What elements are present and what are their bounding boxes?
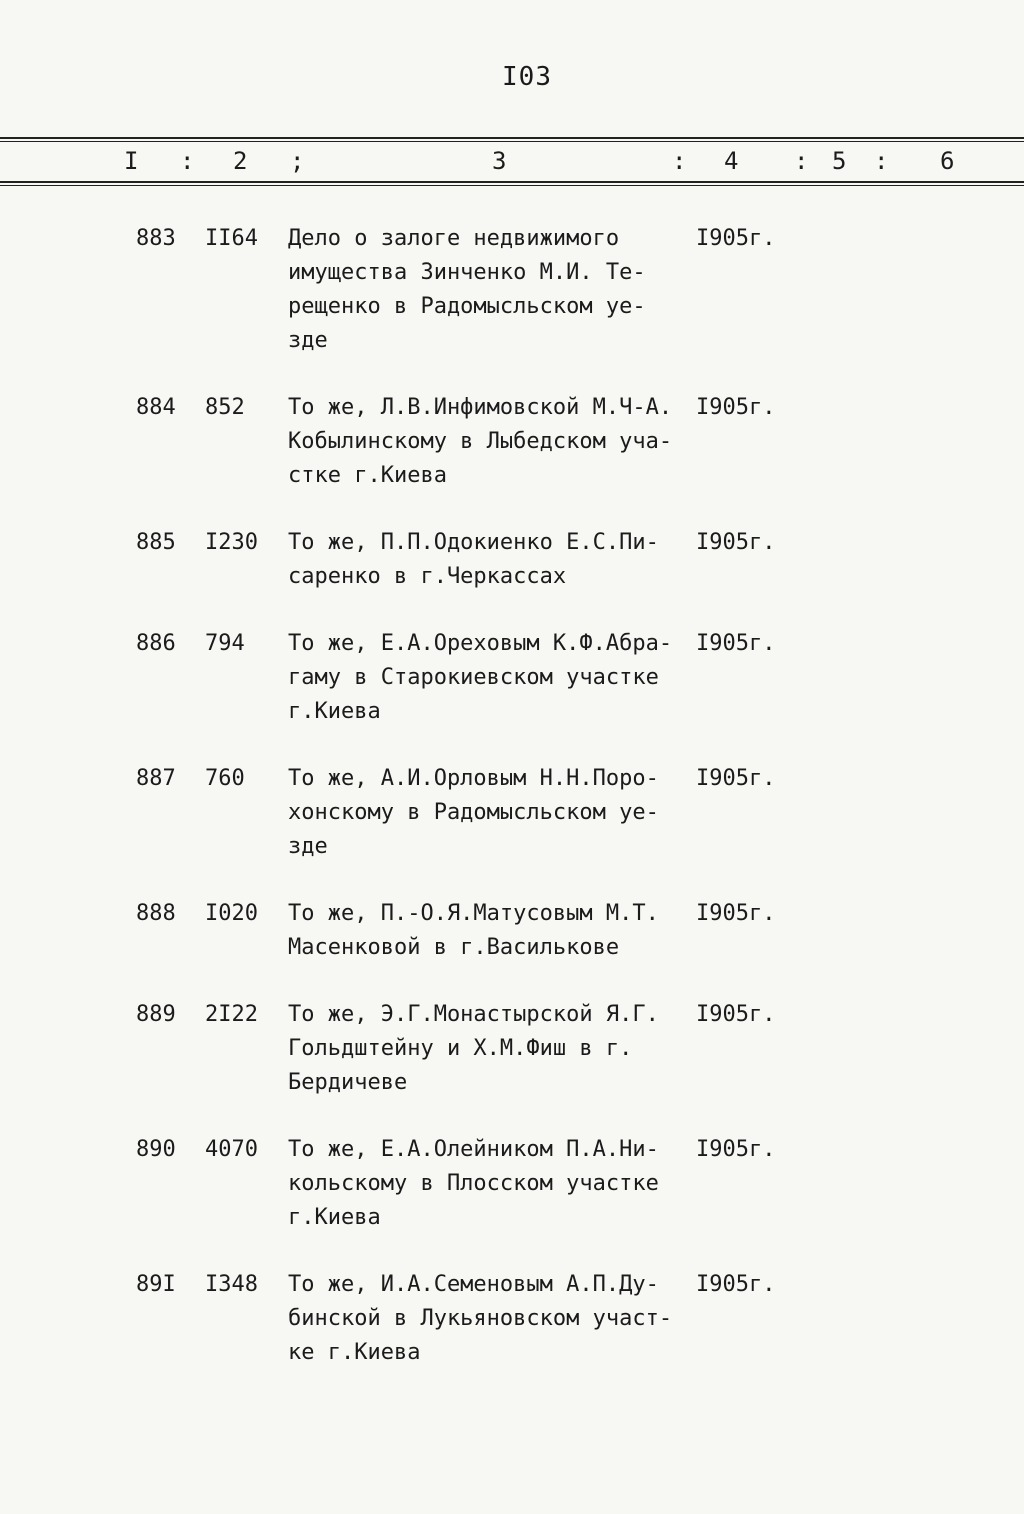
record-title-line: Бердичеве (288, 1070, 408, 1095)
record-title (288, 762, 688, 864)
header-top-rule (0, 137, 1024, 139)
record-code: 794 (205, 631, 245, 656)
record-title-line: То же, Э.Г.Монастырской Я.Г. (288, 1002, 659, 1027)
page-number: I03 (502, 62, 552, 92)
record-title (288, 998, 688, 1100)
record-row (0, 998, 1024, 1100)
record-title-line: То же, Е.А.Ореховым К.Ф.Абра- (288, 631, 673, 656)
column-separator: : (794, 147, 809, 175)
record-date: I905г. (696, 1002, 776, 1027)
record-code: I230 (205, 530, 258, 555)
record-title (288, 222, 688, 358)
record-row (0, 1268, 1024, 1370)
record-title-line: гаму в Старокиевском участке (288, 665, 659, 690)
record-row (0, 222, 1024, 358)
record-title (288, 391, 688, 493)
record-title (288, 1133, 688, 1235)
record-title-line: зде (288, 834, 328, 859)
record-title-line: хонскому в Радомысльском уе- (288, 800, 659, 825)
record-number: 89I (136, 1272, 176, 1297)
record-date: I905г. (696, 901, 776, 926)
record-number: 883 (136, 226, 176, 251)
record-code: 760 (205, 766, 245, 791)
record-code: II64 (205, 226, 258, 251)
record-title-line: бинской в Лукьяновском участ- (288, 1306, 673, 1331)
record-date: I905г. (696, 530, 776, 555)
header-bottom-rule-thin (0, 185, 1024, 186)
record-title-line: Дело о залоге недвижимого (288, 226, 620, 251)
record-title-line: саренко в г.Черкассах (288, 564, 567, 589)
column-separator: : (874, 147, 889, 175)
record-title-line: То же, Е.А.Олейником П.А.Ни- (288, 1137, 659, 1162)
record-number: 887 (136, 766, 176, 791)
record-number: 890 (136, 1137, 176, 1162)
column-separator: ; (290, 147, 305, 175)
record-title-line: Масенковой в г.Василькове (288, 935, 620, 960)
record-title-line: г.Киева (288, 699, 381, 724)
record-date: I905г. (696, 395, 776, 420)
record-title-line: зде (288, 328, 328, 353)
record-date: I905г. (696, 766, 776, 791)
record-row (0, 526, 1024, 594)
record-title (288, 897, 688, 965)
record-row (0, 391, 1024, 493)
column-header-5: 5 (832, 147, 847, 175)
record-code: 2I22 (205, 1002, 258, 1027)
record-title-line: г.Киева (288, 1205, 381, 1230)
record-number: 885 (136, 530, 176, 555)
record-title-line: То же, А.И.Орловым Н.Н.Поро- (288, 766, 659, 791)
record-row (0, 897, 1024, 965)
record-row (0, 1133, 1024, 1235)
record-list (0, 222, 1024, 1403)
record-title-line: То же, П.-О.Я.Матусовым М.Т. (288, 901, 659, 926)
record-number: 889 (136, 1002, 176, 1027)
record-title-line: То же, Л.В.Инфимовской М.Ч-А. (288, 395, 673, 420)
record-row (0, 627, 1024, 729)
record-date: I905г. (696, 1272, 776, 1297)
column-header-3: 3 (492, 147, 507, 175)
record-code: 4070 (205, 1137, 258, 1162)
record-title-line: Кобылинскому в Лыбедском уча- (288, 429, 673, 454)
record-date: I905г. (696, 631, 776, 656)
record-title-line: То же, П.П.Одокиенко Е.С.Пи- (288, 530, 659, 555)
record-title-line: рещенко в Радомысльском уе- (288, 294, 646, 319)
record-number: 886 (136, 631, 176, 656)
column-separator: : (672, 147, 687, 175)
column-header-2: 2 (233, 147, 248, 175)
record-number: 888 (136, 901, 176, 926)
header-bottom-rule (0, 181, 1024, 183)
record-title (288, 627, 688, 729)
header-top-rule-thin (0, 141, 1024, 142)
column-header-4: 4 (724, 147, 739, 175)
record-code: I020 (205, 901, 258, 926)
record-code: I348 (205, 1272, 258, 1297)
column-header-1: I (124, 147, 139, 175)
record-title-line: имущества Зинченко М.И. Те- (288, 260, 646, 285)
column-separator: : (180, 147, 195, 175)
record-title-line: То же, И.А.Семеновым А.П.Ду- (288, 1272, 659, 1297)
record-title-line: стке г.Киева (288, 463, 447, 488)
record-title (288, 1268, 688, 1370)
column-header-row (0, 144, 1024, 178)
record-title-line: Гольдштейну и Х.М.Фиш в г. (288, 1036, 633, 1061)
record-code: 852 (205, 395, 245, 420)
column-header-6: 6 (940, 147, 955, 175)
record-date: I905г. (696, 1137, 776, 1162)
record-title (288, 526, 688, 594)
record-date: I905г. (696, 226, 776, 251)
record-title-line: ке г.Киева (288, 1340, 421, 1365)
record-title-line: кольскому в Плосском участке (288, 1171, 659, 1196)
record-number: 884 (136, 395, 176, 420)
record-row (0, 762, 1024, 864)
